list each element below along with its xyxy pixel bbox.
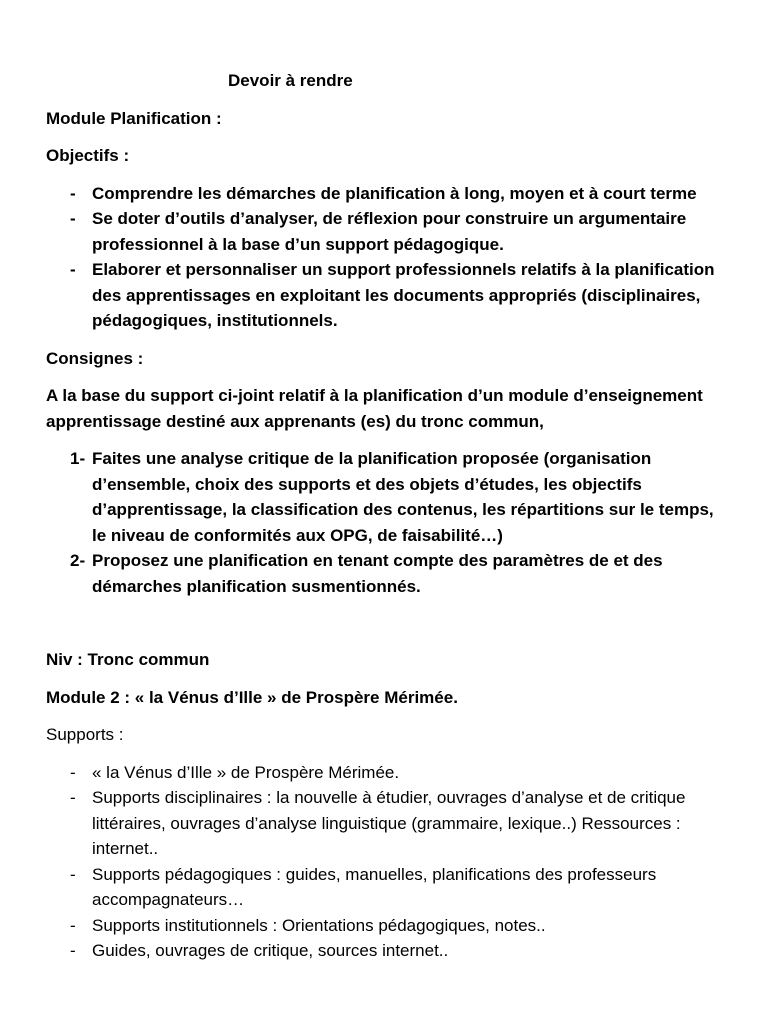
bullet-mark: - bbox=[70, 209, 76, 228]
list-item: - Se doter d’outils d’analyser, de réflexion pour construire un argumentaire professionnel à la base d’un support pédagogique. bbox=[46, 206, 728, 257]
bullet-mark: - bbox=[70, 915, 76, 935]
list-item: - Supports disciplinaires : la nouvelle à étudier, ouvrages d’analyse et de critique littéraires, ouvrages d’analyse linguistique (grammaire, lexique..) Ressources : internet.. bbox=[46, 785, 728, 862]
objectifs-list bbox=[46, 181, 728, 334]
supports-list bbox=[46, 760, 728, 964]
list-item: - Guides, ouvrages de critique, sources internet.. bbox=[46, 938, 728, 964]
niveau-label: Niv : Tronc commun bbox=[46, 650, 210, 669]
module2-heading: Module 2 : « la Vénus d’Ille » de Prospère Mérimée. bbox=[46, 687, 458, 707]
document-title: Devoir à rendre bbox=[228, 71, 353, 90]
list-item: - Supports pédagogiques : guides, manuelles, planifications des professeurs accompagnateurs… bbox=[46, 862, 728, 913]
bullet-mark: - bbox=[70, 788, 76, 807]
bullet-mark: - bbox=[70, 183, 76, 203]
list-item: 1- Faites une analyse critique de la planification proposée (organisation d’ensemble, choix des supports et des objets d’études, les objectifs d’apprentissage, la classification des contenus, les répartitions sur le temps, le niveau de conformités aux OPG, de faisabilité…) bbox=[46, 446, 728, 548]
supports-heading: Supports : bbox=[46, 725, 124, 744]
list-item: - Elaborer et personnaliser un support professionnels relatifs à la planification des apprentissages en exploitant les documents appropriés (disciplinaires, pédagogiques, institutionnels. bbox=[46, 257, 728, 334]
spacer bbox=[46, 611, 728, 647]
consignes-heading: Consignes : bbox=[46, 348, 144, 368]
item-number: 1- bbox=[70, 449, 86, 468]
item-number: 2- bbox=[70, 551, 86, 570]
list-item: - « la Vénus d’Ille » de Prospère Mérimée. bbox=[46, 760, 728, 786]
list-item: - Supports institutionnels : Orientations pédagogiques, notes.. bbox=[46, 913, 728, 939]
bullet-mark: - bbox=[70, 260, 76, 279]
bullet-mark: - bbox=[70, 941, 76, 960]
bullet-mark: - bbox=[70, 762, 76, 782]
bullet-mark: - bbox=[70, 864, 76, 884]
list-item: - Comprendre les démarches de planification à long, moyen et à court terme bbox=[46, 181, 728, 207]
objectifs-heading: Objectifs : bbox=[46, 146, 130, 165]
consignes-intro: A la base du support ci-joint relatif à la planification d’un module d’enseignement apprentissage destiné aux apprenants (es) du tronc commun, bbox=[46, 386, 703, 431]
module-heading: Module Planification : bbox=[46, 108, 222, 128]
list-item: 2- Proposez une planification en tenant compte des paramètres de et des démarches planification susmentionnés. bbox=[46, 548, 728, 599]
consignes-list bbox=[46, 446, 728, 599]
